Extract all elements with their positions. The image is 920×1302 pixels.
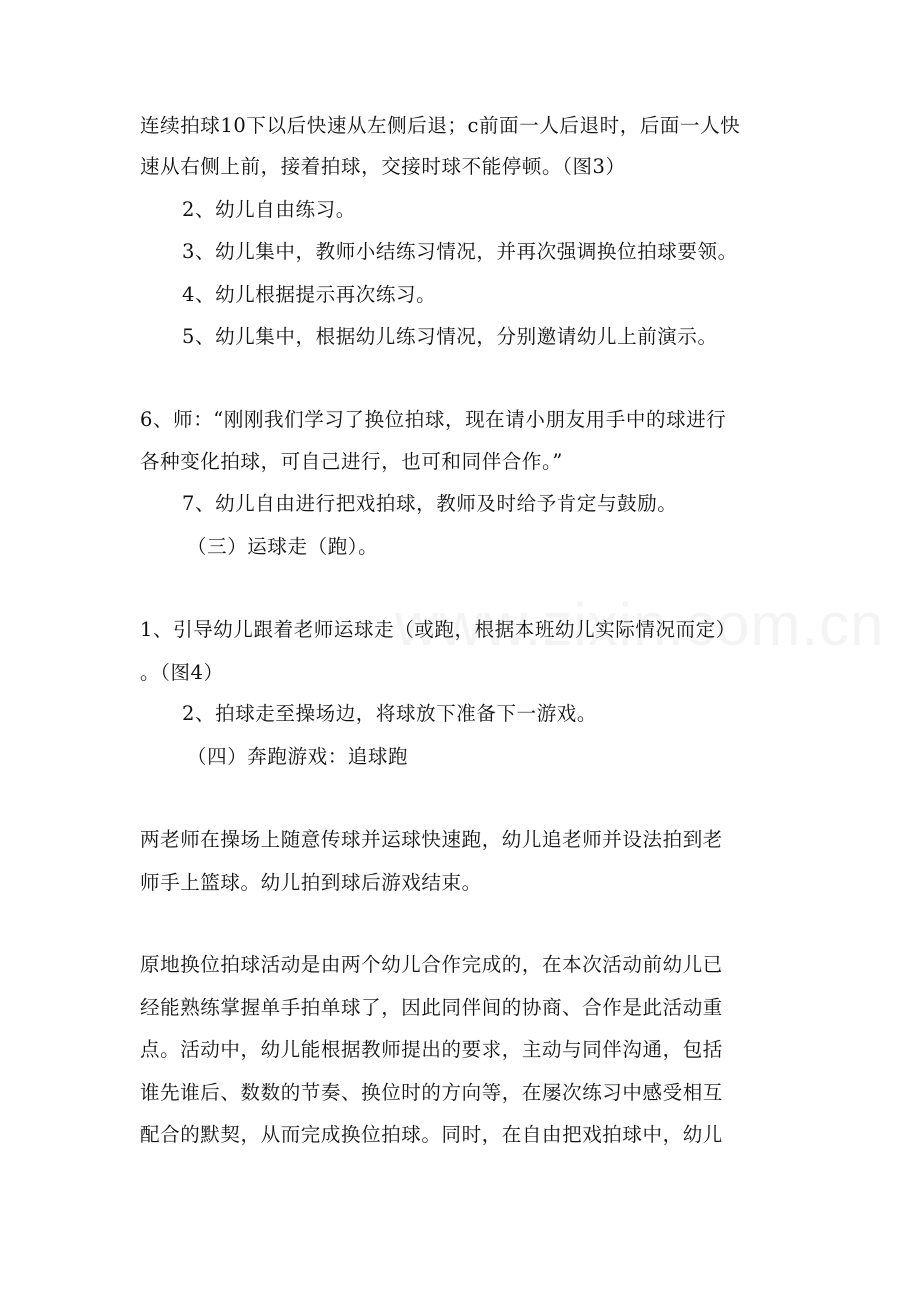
paragraph-line: 7、幼儿自由进行把戏拍球，教师及时给予肯定与鼓励。 [182, 492, 678, 515]
paragraph-line: 2、拍球走至操场边，将球放下准备下一游戏。 [182, 702, 598, 725]
paragraph-line: 两老师在操场上随意传球并运球快速跑，幼儿追老师并设法拍到老 [140, 828, 723, 851]
paragraph-line: 5、幼儿集中，根据幼儿练习情况，分别邀请幼儿上前演示。 [182, 325, 718, 348]
paragraph-line: 连续拍球10下以后快速从左侧后退；c前面一人后退时，后面一人快 [140, 114, 741, 137]
paragraph-line: 师手上篮球。幼儿拍到球后游戏结束。 [140, 871, 482, 894]
paragraph-line: 谁先谁后、数数的节奏、换位时的方向等，在屡次练习中感受相互 [140, 1081, 723, 1104]
section-heading: （四）奔跑游戏：追球跑 [187, 745, 409, 768]
paragraph-line: 配合的默契，从而完成换位拍球。同时，在自由把戏拍球中，幼儿 [140, 1123, 723, 1146]
paragraph-line: 1、引导幼儿跟着老师运球走（或跑，根据本班幼儿实际情况而定） [140, 618, 736, 641]
paragraph-line: 。（图4） [140, 661, 224, 684]
paragraph-line: 速从右侧上前，接着拍球，交接时球不能停顿。（图3） [140, 155, 626, 178]
paragraph-line: 点。活动中，幼儿能根据教师提出的要求，主动与同伴沟通，包括 [140, 1038, 723, 1061]
paragraph-line: 4、幼儿根据提示再次练习。 [182, 283, 437, 306]
paragraph-line: 各种变化拍球，可自己进行，也可和同伴合作。” [140, 450, 563, 473]
paragraph-line: 原地换位拍球活动是由两个幼儿合作完成的，在本次活动前幼儿已 [140, 953, 723, 976]
paragraph-line: 2、幼儿自由练习。 [182, 198, 356, 221]
section-heading: （三）运球走（跑）。 [187, 535, 379, 558]
paragraph-line: 3、幼儿集中，教师小结练习情况，并再次强调换位拍球要领。 [182, 240, 738, 263]
paragraph-line: 经能熟练掌握单手拍单球了，因此同伴间的协商、合作是此活动重 [140, 996, 723, 1019]
paragraph-line: 6、师：“刚刚我们学习了换位拍球，现在请小朋友用手中的球进行 [140, 408, 727, 431]
